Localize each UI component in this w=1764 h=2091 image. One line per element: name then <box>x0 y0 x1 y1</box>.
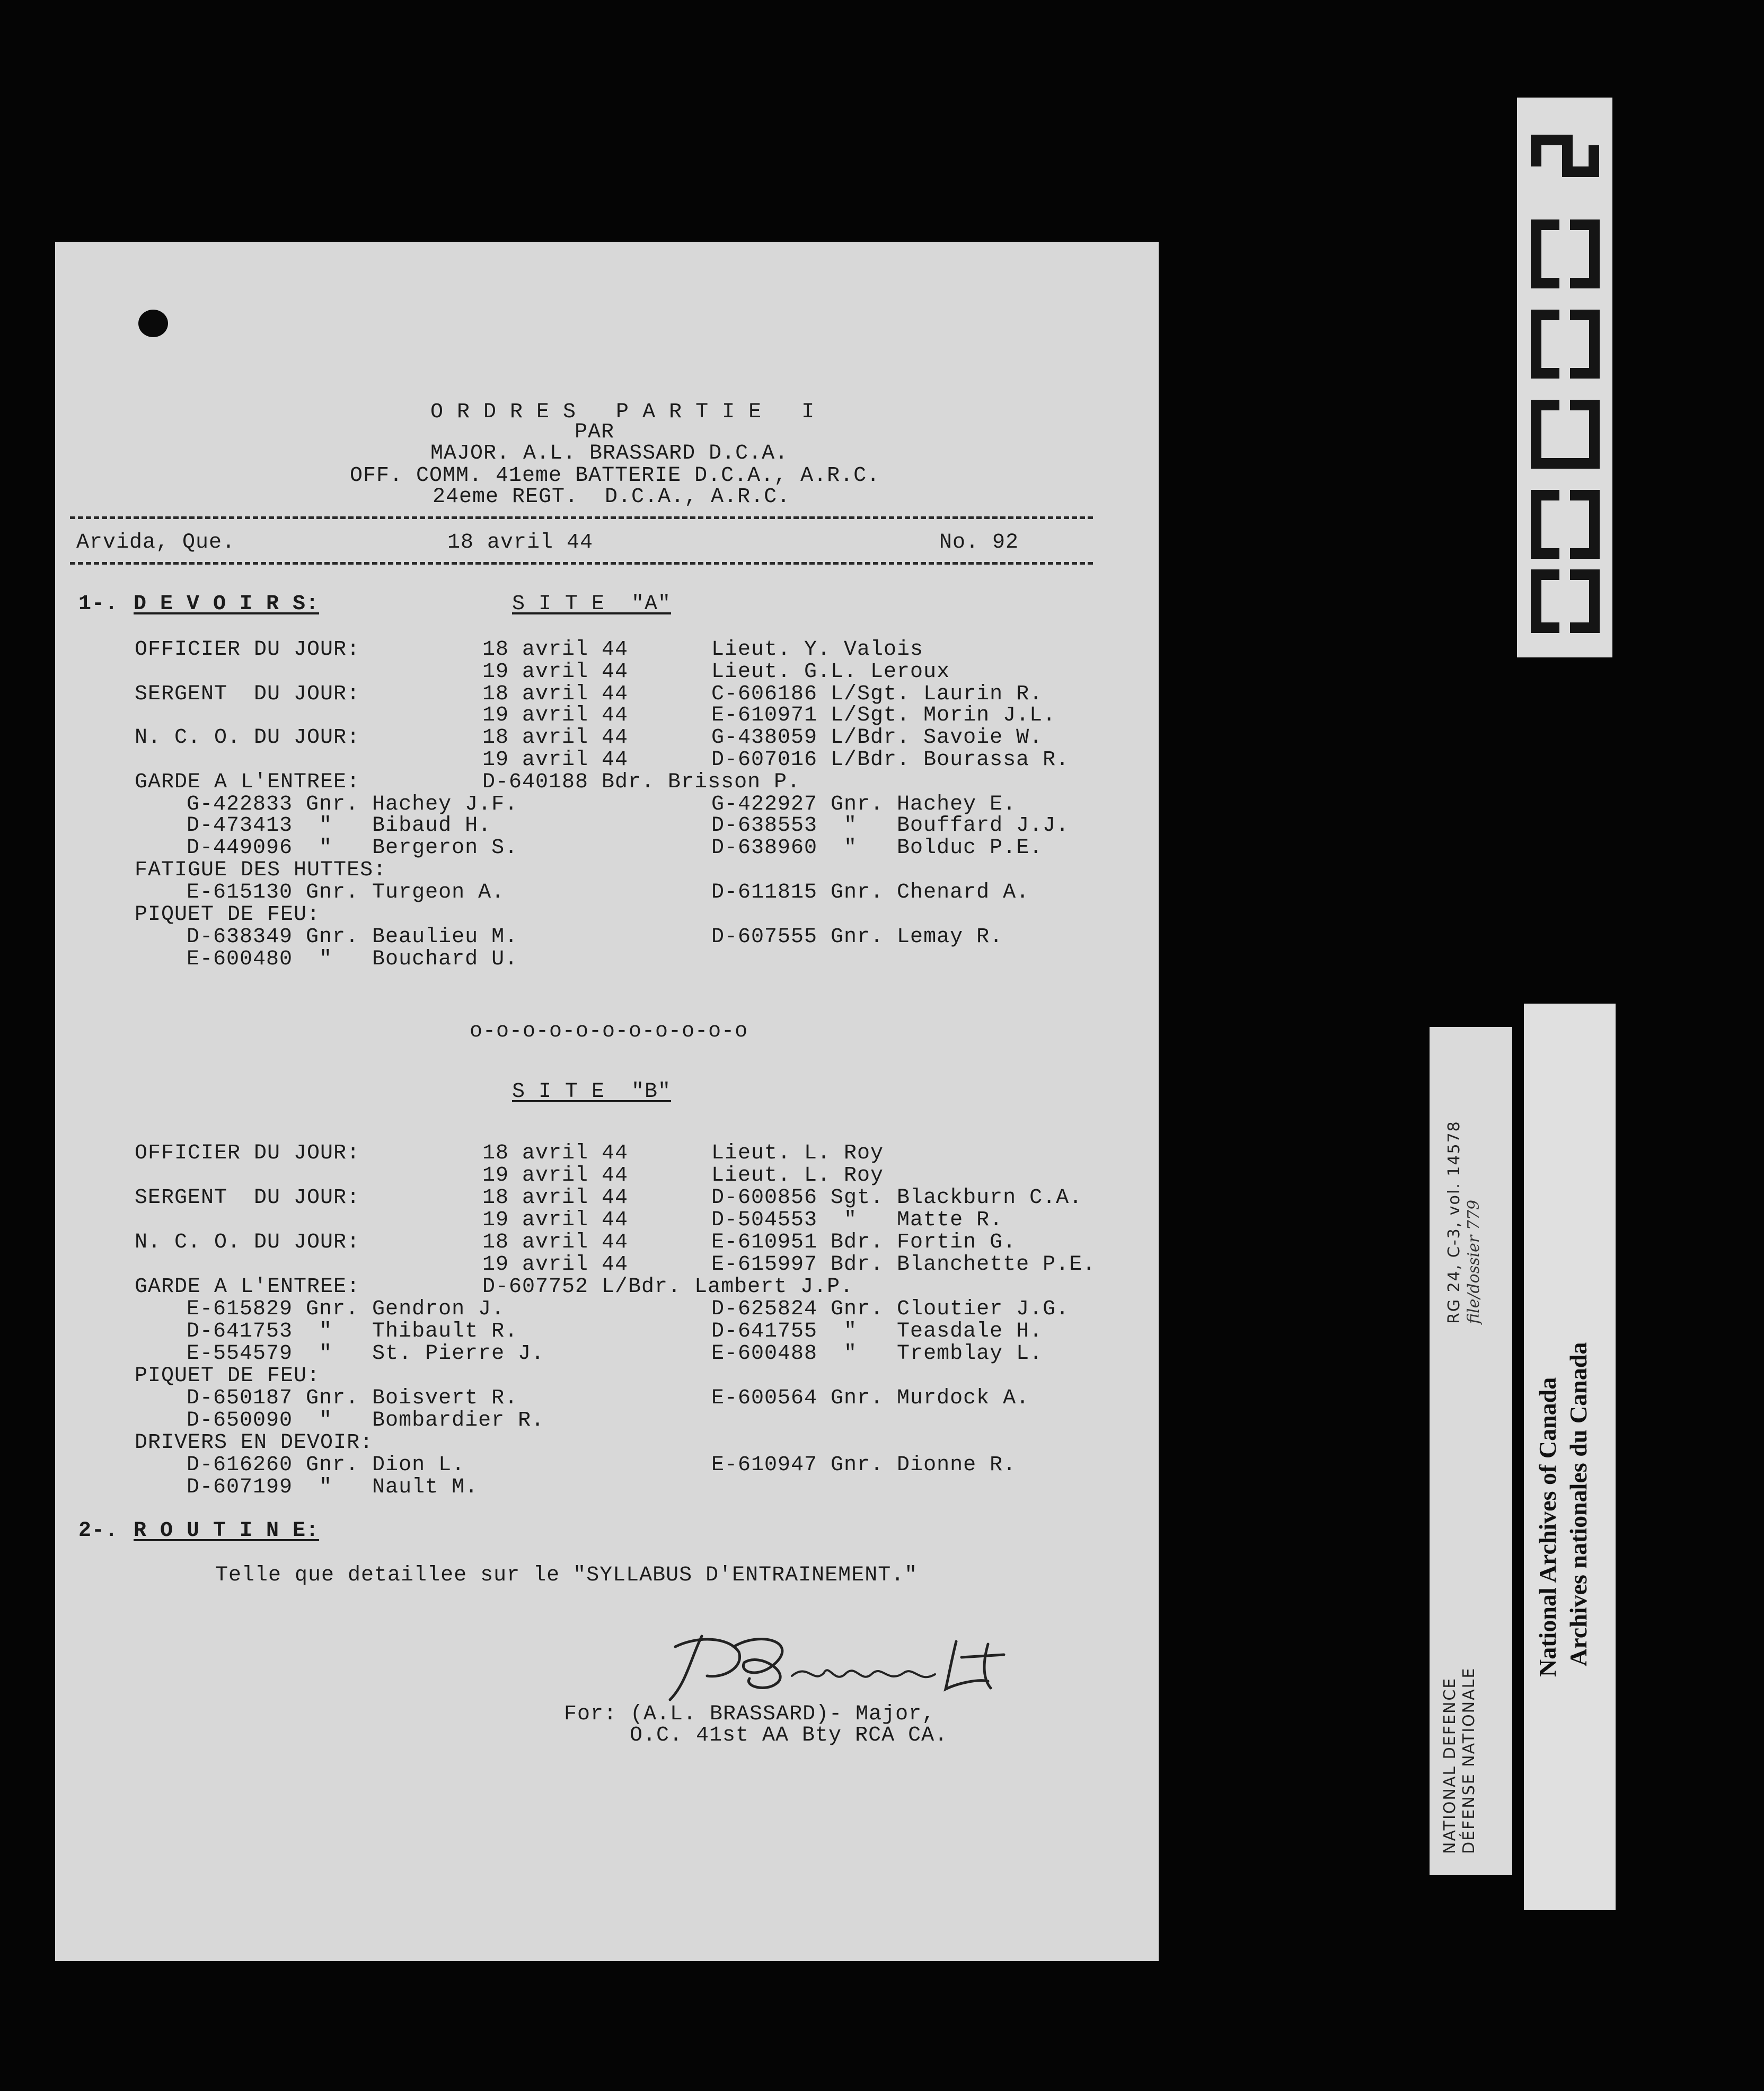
duty-date: 18 avril 44 <box>482 638 629 662</box>
separator: o-o-o-o-o-o-o-o-o-o-o <box>470 1020 748 1043</box>
duty-label: SERGENT DU JOUR: <box>135 682 360 706</box>
archives-en: National Archives of Canada <box>1534 1377 1561 1677</box>
place: Arvida, Que. <box>76 531 236 555</box>
duty-person: Lieut. G.L. Leroux <box>711 660 950 684</box>
duty-date: 19 avril 44 <box>482 660 629 684</box>
frame-number-digits <box>1517 98 1612 657</box>
file-number: file/dossier 779 <box>1465 1199 1483 1324</box>
garde-leader: D-640188 Bdr. Brisson P. <box>482 770 801 794</box>
duty-person: E-610971 L/Sgt. Morin J.L. <box>711 704 1056 727</box>
duty-person: E-610951 Bdr. Fortin G. <box>711 1231 1017 1254</box>
divider <box>70 516 1093 519</box>
order-date: 18 avril 44 <box>447 531 594 555</box>
duty-label: OFFICIER DU JOUR: <box>135 1141 360 1165</box>
header-commander: MAJOR. A.L. BRASSARD D.C.A. <box>430 442 789 465</box>
duty-date: 19 avril 44 <box>482 748 629 772</box>
duty-date: 18 avril 44 <box>482 1231 629 1254</box>
roster-entry: E-610947 Gnr. Dionne R. <box>711 1453 1017 1477</box>
duty-date: 19 avril 44 <box>482 1164 629 1188</box>
roster-entry: D-449096 " Bergeron S. <box>187 836 518 860</box>
duty-person: D-600856 Sgt. Blackburn C.A. <box>711 1186 1083 1210</box>
roster-entry: D-650187 Gnr. Boisvert R. <box>187 1386 518 1410</box>
roster-entry: D-473413 " Bibaud H. <box>187 814 492 838</box>
document-page <box>55 242 1159 1961</box>
roster-entry: D-607555 Gnr. Lemay R. <box>711 925 1003 949</box>
signature-oc-line: O.C. 41st AA Bty RCA CA. <box>630 1724 948 1747</box>
duty-person: C-606186 L/Sgt. Laurin R. <box>711 682 1043 706</box>
section-title: R O U T I N E: <box>134 1519 320 1543</box>
roster-entry: E-600564 Gnr. Murdock A. <box>711 1386 1030 1410</box>
signature-for-line: For: (A.L. BRASSARD)- Major, <box>564 1702 936 1726</box>
roster-entry: D-607199 " Nault M. <box>187 1475 479 1499</box>
roster-entry: D-641753 " Thibault R. <box>187 1320 518 1343</box>
section-number: 1-. <box>78 592 119 616</box>
department-fr: DÉFENSE NATIONALE <box>1460 1667 1478 1854</box>
department-en: NATIONAL DEFENCE <box>1441 1677 1459 1854</box>
duty-person: D-504553 " Matte R. <box>711 1208 1003 1232</box>
duty-date: 18 avril 44 <box>482 726 629 750</box>
divider <box>70 562 1093 565</box>
duty-date: 18 avril 44 <box>482 1141 629 1165</box>
piquet-label: PIQUET DE FEU: <box>135 1364 321 1388</box>
roster-entry: D-638960 " Bolduc P.E. <box>711 836 1043 860</box>
duty-date: 19 avril 44 <box>482 1208 629 1232</box>
document-title: O R D R E S P A R T I E I <box>430 400 815 424</box>
roster-entry: D-641755 " Teasdale H. <box>711 1320 1043 1343</box>
site-heading: S I T E "A" <box>512 592 672 616</box>
roster-entry: D-611815 Gnr. Chenard A. <box>711 881 1030 904</box>
duty-date: 19 avril 44 <box>482 704 629 727</box>
roster-entry: D-650090 " Bombardier R. <box>187 1409 545 1433</box>
order-number: No. 92 <box>939 531 1019 555</box>
header-regiment: 24eme REGT. D.C.A., A.R.C. <box>433 485 791 509</box>
routine-text: Telle que detaillee sur le "SYLLABUS D'ENTRAINEMENT." <box>215 1563 918 1587</box>
duty-date: 18 avril 44 <box>482 1186 629 1210</box>
department-label <box>1430 1027 1512 1875</box>
roster-entry: D-625824 Gnr. Cloutier J.G. <box>711 1297 1070 1321</box>
duty-label: N. C. O. DU JOUR: <box>135 1231 360 1254</box>
section-title: D E V O I R S: <box>134 592 320 616</box>
roster-entry: E-615130 Gnr. Turgeon A. <box>187 881 505 904</box>
header-par: PAR <box>575 420 615 444</box>
duty-person: E-615997 Bdr. Blanchette P.E. <box>711 1253 1096 1277</box>
punch-hole <box>138 310 168 337</box>
roster-entry: E-554579 " St. Pierre J. <box>187 1342 545 1366</box>
garde-leader: D-607752 L/Bdr. Lambert J.P. <box>482 1275 854 1299</box>
header-battery: OFF. COMM. 41eme BATTERIE D.C.A., A.R.C. <box>350 464 880 488</box>
site-heading: S I T E "B" <box>512 1080 672 1104</box>
drivers-label: DRIVERS EN DEVOIR: <box>135 1431 374 1455</box>
handwritten-signature <box>638 1626 1009 1705</box>
duty-date: 19 avril 44 <box>482 1253 629 1277</box>
piquet-label: PIQUET DE FEU: <box>135 903 321 927</box>
duty-person: G-438059 L/Bdr. Savoie W. <box>711 726 1043 750</box>
duty-person: Lieut. L. Roy <box>711 1164 884 1188</box>
roster-entry: E-600480 " Bouchard U. <box>187 947 518 971</box>
roster-entry: D-638553 " Bouffard J.J. <box>711 814 1070 838</box>
duty-date: 18 avril 44 <box>482 682 629 706</box>
duty-label: N. C. O. DU JOUR: <box>135 726 360 750</box>
reference-number: RG 24, C-3, vol. 14578 <box>1445 1120 1463 1324</box>
frame-number-strip <box>1517 98 1612 657</box>
duty-person: Lieut. Y. Valois <box>711 638 924 662</box>
section-number: 2-. <box>78 1519 119 1543</box>
archives-fr: Archives nationales du Canada <box>1565 1342 1592 1666</box>
roster-entry: E-615829 Gnr. Gendron J. <box>187 1297 505 1321</box>
duty-label: SERGENT DU JOUR: <box>135 1186 360 1210</box>
garde-label: GARDE A L'ENTREE: <box>135 1275 360 1299</box>
archives-label <box>1524 1004 1616 1910</box>
duty-label: OFFICIER DU JOUR: <box>135 638 360 662</box>
garde-label: GARDE A L'ENTREE: <box>135 770 360 794</box>
duty-person: Lieut. L. Roy <box>711 1141 884 1165</box>
roster-entry: D-616260 Gnr. Dion L. <box>187 1453 465 1477</box>
duty-person: D-607016 L/Bdr. Bourassa R. <box>711 748 1070 772</box>
roster-entry: E-600488 " Tremblay L. <box>711 1342 1043 1366</box>
roster-entry: G-422927 Gnr. Hachey E. <box>711 793 1017 816</box>
fatigue-label: FATIGUE DES HUTTES: <box>135 858 387 882</box>
roster-entry: G-422833 Gnr. Hachey J.F. <box>187 793 518 816</box>
roster-entry: D-638349 Gnr. Beaulieu M. <box>187 925 518 949</box>
